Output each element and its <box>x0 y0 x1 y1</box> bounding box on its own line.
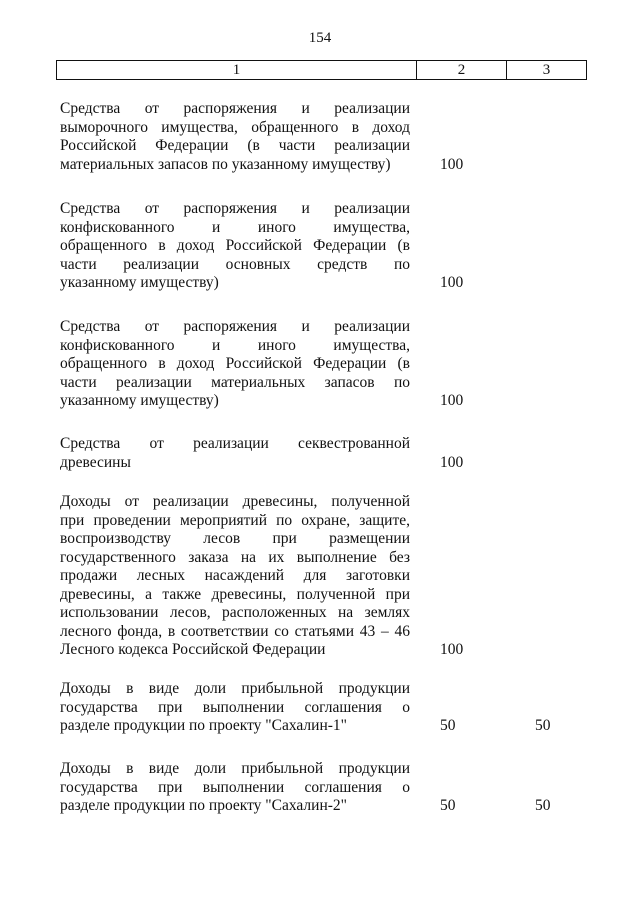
description-line: при проведении мероприятий по охране, защите, <box>60 511 410 529</box>
description-line: обращенного в доход Российской Федерации (в <box>60 355 410 372</box>
revenue-row <box>60 493 590 660</box>
description-line: обращенного в доход Российской Федерации (в <box>60 237 410 254</box>
description-line: Доходы в виде доли прибыльной продукции <box>60 680 410 697</box>
description-line: Средства от распоряжения и реализации <box>60 200 410 217</box>
revenue-row <box>60 200 590 293</box>
column-header-2: 2 <box>417 61 507 80</box>
description-line: древесины <box>60 453 131 471</box>
revenue-description <box>60 760 410 816</box>
revenue-row <box>60 318 590 411</box>
description-line: государства при выполнении соглашения о <box>60 778 410 796</box>
column-2-value: 50 <box>440 717 456 734</box>
description-line: разделе продукции по проекту "Сахалин-1" <box>60 717 347 734</box>
description-line: Доходы от реализации древесины, полученной <box>60 493 410 510</box>
column-2-value: 100 <box>440 155 464 173</box>
description-line: части реализации основных средств по <box>60 255 410 273</box>
column-header-3: 3 <box>507 61 587 80</box>
description-line: разделе продукции по проекту "Сахалин-2" <box>60 797 347 814</box>
description-line: конфискованного и иного имущества, <box>60 218 410 236</box>
revenue-description <box>60 200 410 293</box>
column-2-value: 100 <box>440 453 464 471</box>
column-header-1: 1 <box>57 61 417 80</box>
description-line: Средства от распоряжения и реализации <box>60 100 410 117</box>
description-line: продажи лесных насаждений для заготовки <box>60 567 410 584</box>
description-line: указанному имуществу) <box>60 274 219 291</box>
revenue-description <box>60 435 410 472</box>
page-number: 154 <box>308 30 332 46</box>
revenue-description <box>60 680 410 736</box>
description-line: выморочного имущества, обращенного в доход <box>60 118 410 136</box>
description-line: воспроизводству лесов при размещении <box>60 530 410 547</box>
description-line: древесины, а также древесины, полученной при <box>60 585 410 603</box>
column-3-value: 50 <box>535 797 551 814</box>
description-line: Средства от распоряжения и реализации <box>60 318 410 335</box>
description-line: использовании лесов, расположенных на землях <box>60 604 410 621</box>
description-line: Доходы в виде доли прибыльной продукции <box>60 760 410 777</box>
revenue-row <box>60 760 590 816</box>
description-line: Средства от реализации секвестрованной <box>60 435 410 452</box>
revenue-description <box>60 318 410 411</box>
revenue-row <box>60 435 590 472</box>
column-header-table <box>56 60 587 80</box>
description-line: государства при выполнении соглашения о <box>60 698 410 716</box>
revenue-description <box>60 493 410 660</box>
description-line: Лесного кодекса Российской Федерации <box>60 641 326 658</box>
description-line: лесного фонда, в соответствии со статьями 43 – 46 <box>60 622 410 640</box>
revenue-row <box>60 100 590 174</box>
description-line: материальных запасов по указанному имуществу) <box>60 155 391 173</box>
description-line: государственного заказа на их выполнение без <box>60 548 410 566</box>
column-2-value: 100 <box>440 641 464 658</box>
column-2-value: 100 <box>440 392 464 409</box>
column-3-value: 50 <box>535 717 551 734</box>
column-2-value: 50 <box>440 797 456 814</box>
revenue-row <box>60 680 590 736</box>
description-line: конфискованного и иного имущества, <box>60 336 410 354</box>
column-2-value: 100 <box>440 274 464 291</box>
description-line: указанному имуществу) <box>60 392 219 409</box>
description-line: Российской Федерации (в части реализации <box>60 137 410 154</box>
revenue-description <box>60 100 410 174</box>
description-line: части реализации материальных запасов по <box>60 373 410 391</box>
